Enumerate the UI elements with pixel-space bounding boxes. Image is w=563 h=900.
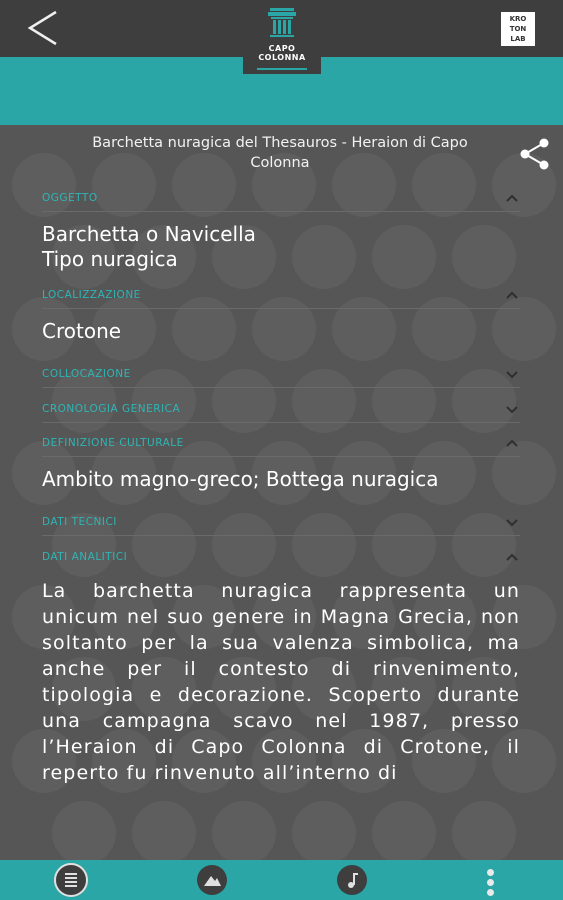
section-header[interactable] (42, 513, 520, 536)
list-icon[interactable] (54, 863, 88, 897)
brand-line: TON (509, 25, 527, 33)
music-note-icon[interactable] (337, 865, 367, 895)
section-dati-tecnici (42, 513, 520, 536)
more-vertical-icon[interactable] (486, 869, 496, 893)
section-value: Barchetta o Navicella Tipo nuragica (42, 222, 256, 271)
section-value: Ambito magno-greco; Bottega nuragica (42, 467, 439, 491)
chevron-up-icon[interactable] (506, 290, 518, 300)
detail-content (0, 125, 563, 860)
description-paragraph: La barchetta nuragica rappresenta un unicum nel suo genere in Magna Grecia, non soltanto per la sua valenza simbolica, ma anche per il contesto di rinvenimento, tipologia e decorazione. Scoperto durante una campagna scavo nel 1987, presso l’Heraion di Capo Colonna di Crotone, il reperto fu rinvenuto all’interno di (42, 580, 520, 784)
section-dati-analitici (42, 548, 520, 784)
krotonlab-logo[interactable] (501, 12, 535, 46)
logo-underline (257, 68, 307, 70)
brand-line: LAB (510, 35, 526, 43)
section-header[interactable] (42, 434, 520, 457)
section-label: LOCALIZZAZIONE (42, 289, 141, 301)
logo-line: COLONNA (258, 53, 306, 62)
chevron-down-icon[interactable] (506, 517, 518, 527)
page-title: Barchetta nuragica del Thesauros - Heraion di Capo Colonna (92, 135, 468, 171)
section-label: OGGETTO (42, 192, 98, 204)
section-label: DATI TECNICI (42, 516, 117, 528)
section-label: CRONOLOGIA GENERICA (42, 403, 181, 415)
section-definizione (42, 434, 520, 492)
bottom-nav (0, 860, 563, 900)
section-collocazione (42, 365, 520, 388)
chevron-down-icon[interactable] (506, 369, 518, 379)
capo-colonna-logo[interactable] (243, 4, 321, 74)
chevron-up-icon[interactable] (506, 193, 518, 203)
chevron-up-icon[interactable] (506, 552, 518, 562)
share-icon[interactable] (519, 137, 551, 171)
section-header[interactable] (42, 548, 520, 570)
section-header[interactable] (42, 189, 520, 212)
logo-line: CAPO (268, 44, 296, 53)
section-value: Crotone (42, 319, 122, 343)
section-header[interactable] (42, 286, 520, 309)
section-label: DEFINIZIONE CULTURALE (42, 437, 184, 449)
mountain-icon[interactable] (197, 865, 227, 895)
section-oggetto (42, 189, 520, 272)
chevron-left-icon[interactable] (26, 10, 62, 46)
section-localizzazione (42, 286, 520, 344)
brand-line: KRO (509, 15, 527, 23)
section-header[interactable] (42, 365, 520, 388)
section-label: DATI ANALITICI (42, 551, 128, 563)
chevron-down-icon[interactable] (506, 404, 518, 414)
temple-icon (243, 4, 321, 44)
section-label: COLLOCAZIONE (42, 368, 131, 380)
chevron-up-icon[interactable] (506, 438, 518, 448)
section-header[interactable] (42, 400, 520, 423)
section-cronologia (42, 400, 520, 423)
